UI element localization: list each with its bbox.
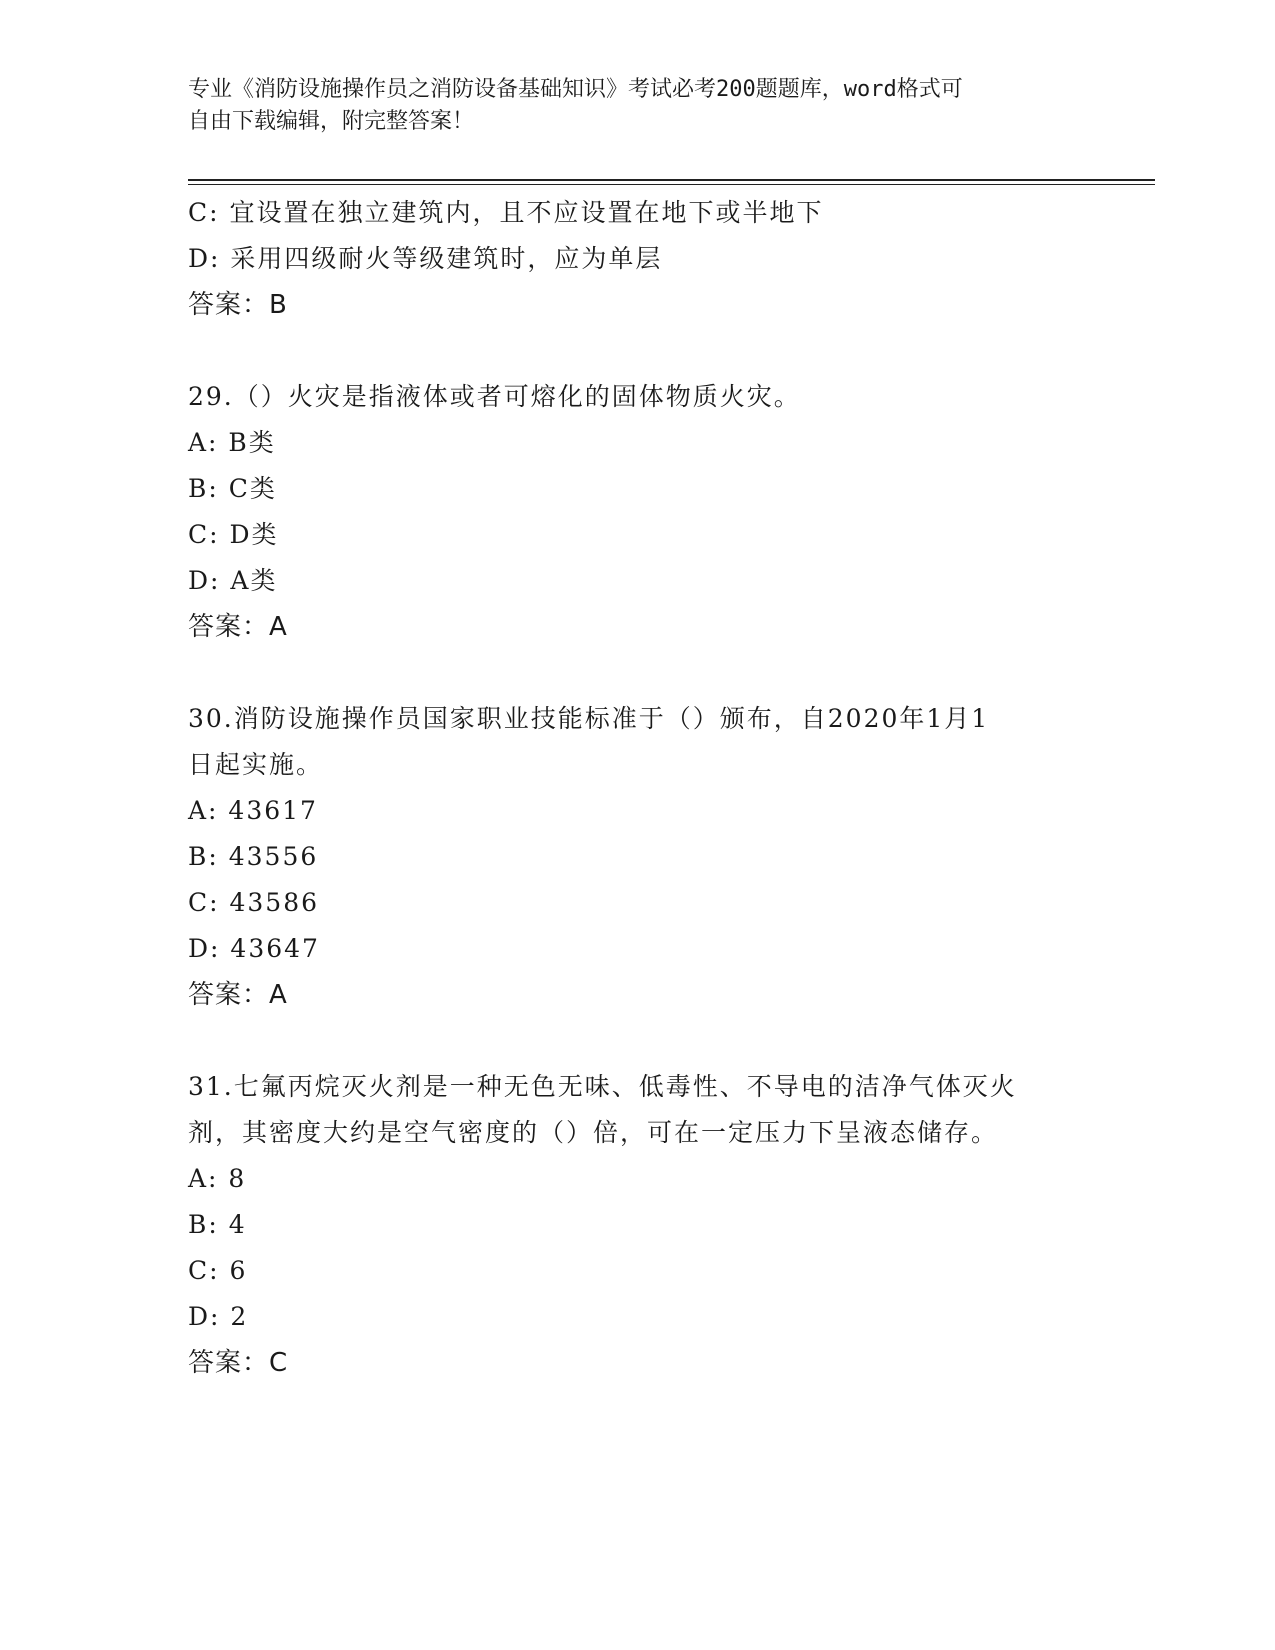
question-stem-continued: 剂，其密度大约是空气密度的（）倍，可在一定压力下呈液态储存。: [188, 1118, 999, 1147]
question-30: [188, 696, 1088, 1018]
option-c: C: D类: [188, 520, 279, 549]
spacer: [188, 1018, 1088, 1064]
header-divider-bottom: [188, 184, 1155, 185]
header-line-1: 专业《消防设施操作员之消防设备基础知识》考试必考200题题库，word格式可: [188, 77, 963, 102]
option-d: D: A类: [188, 566, 278, 595]
question-stem-continued: 日起实施。: [188, 750, 324, 779]
option-a: A: 43617: [188, 796, 318, 825]
option-b: B: 43556: [188, 842, 319, 871]
option-d: D: 43647: [188, 934, 320, 963]
option-c: C: 6: [188, 1256, 248, 1285]
question-stem: 30.消防设施操作员国家职业技能标准于（）颁布，自2020年1月1: [188, 704, 990, 733]
option-d: D: 2: [188, 1302, 249, 1331]
header-divider-top: [188, 179, 1155, 181]
option-b: B: 4: [188, 1210, 247, 1239]
spacer: [188, 650, 1088, 696]
answer-line: 答案：A: [188, 980, 288, 1010]
answer-line: 答案：C: [188, 1348, 289, 1378]
option-a: A: B类: [188, 428, 276, 457]
option-d: D: 采用四级耐火等级建筑时，应为单层: [188, 244, 663, 273]
option-c: C: 宜设置在独立建筑内，且不应设置在地下或半地下: [188, 198, 824, 227]
question-list: [188, 190, 1088, 1386]
answer-line: 答案：A: [188, 612, 288, 642]
option-c: C: 43586: [188, 888, 320, 917]
answer-line: 答案：B: [188, 290, 288, 320]
previous-question-tail: [188, 190, 1088, 328]
spacer: [188, 328, 1088, 374]
option-b: B: C类: [188, 474, 277, 503]
question-stem: 31.七氟丙烷灭火剂是一种无色无味、低毒性、不导电的洁净气体灭火: [188, 1072, 1017, 1101]
option-a: A: 8: [188, 1164, 247, 1193]
question-stem: 29.（）火灾是指液体或者可熔化的固体物质火灾。: [188, 382, 801, 411]
question-29: [188, 374, 1088, 650]
header-line-2: 自由下载编辑，附完整答案！: [188, 109, 475, 134]
document-header: [188, 74, 1068, 138]
question-31: [188, 1064, 1088, 1386]
